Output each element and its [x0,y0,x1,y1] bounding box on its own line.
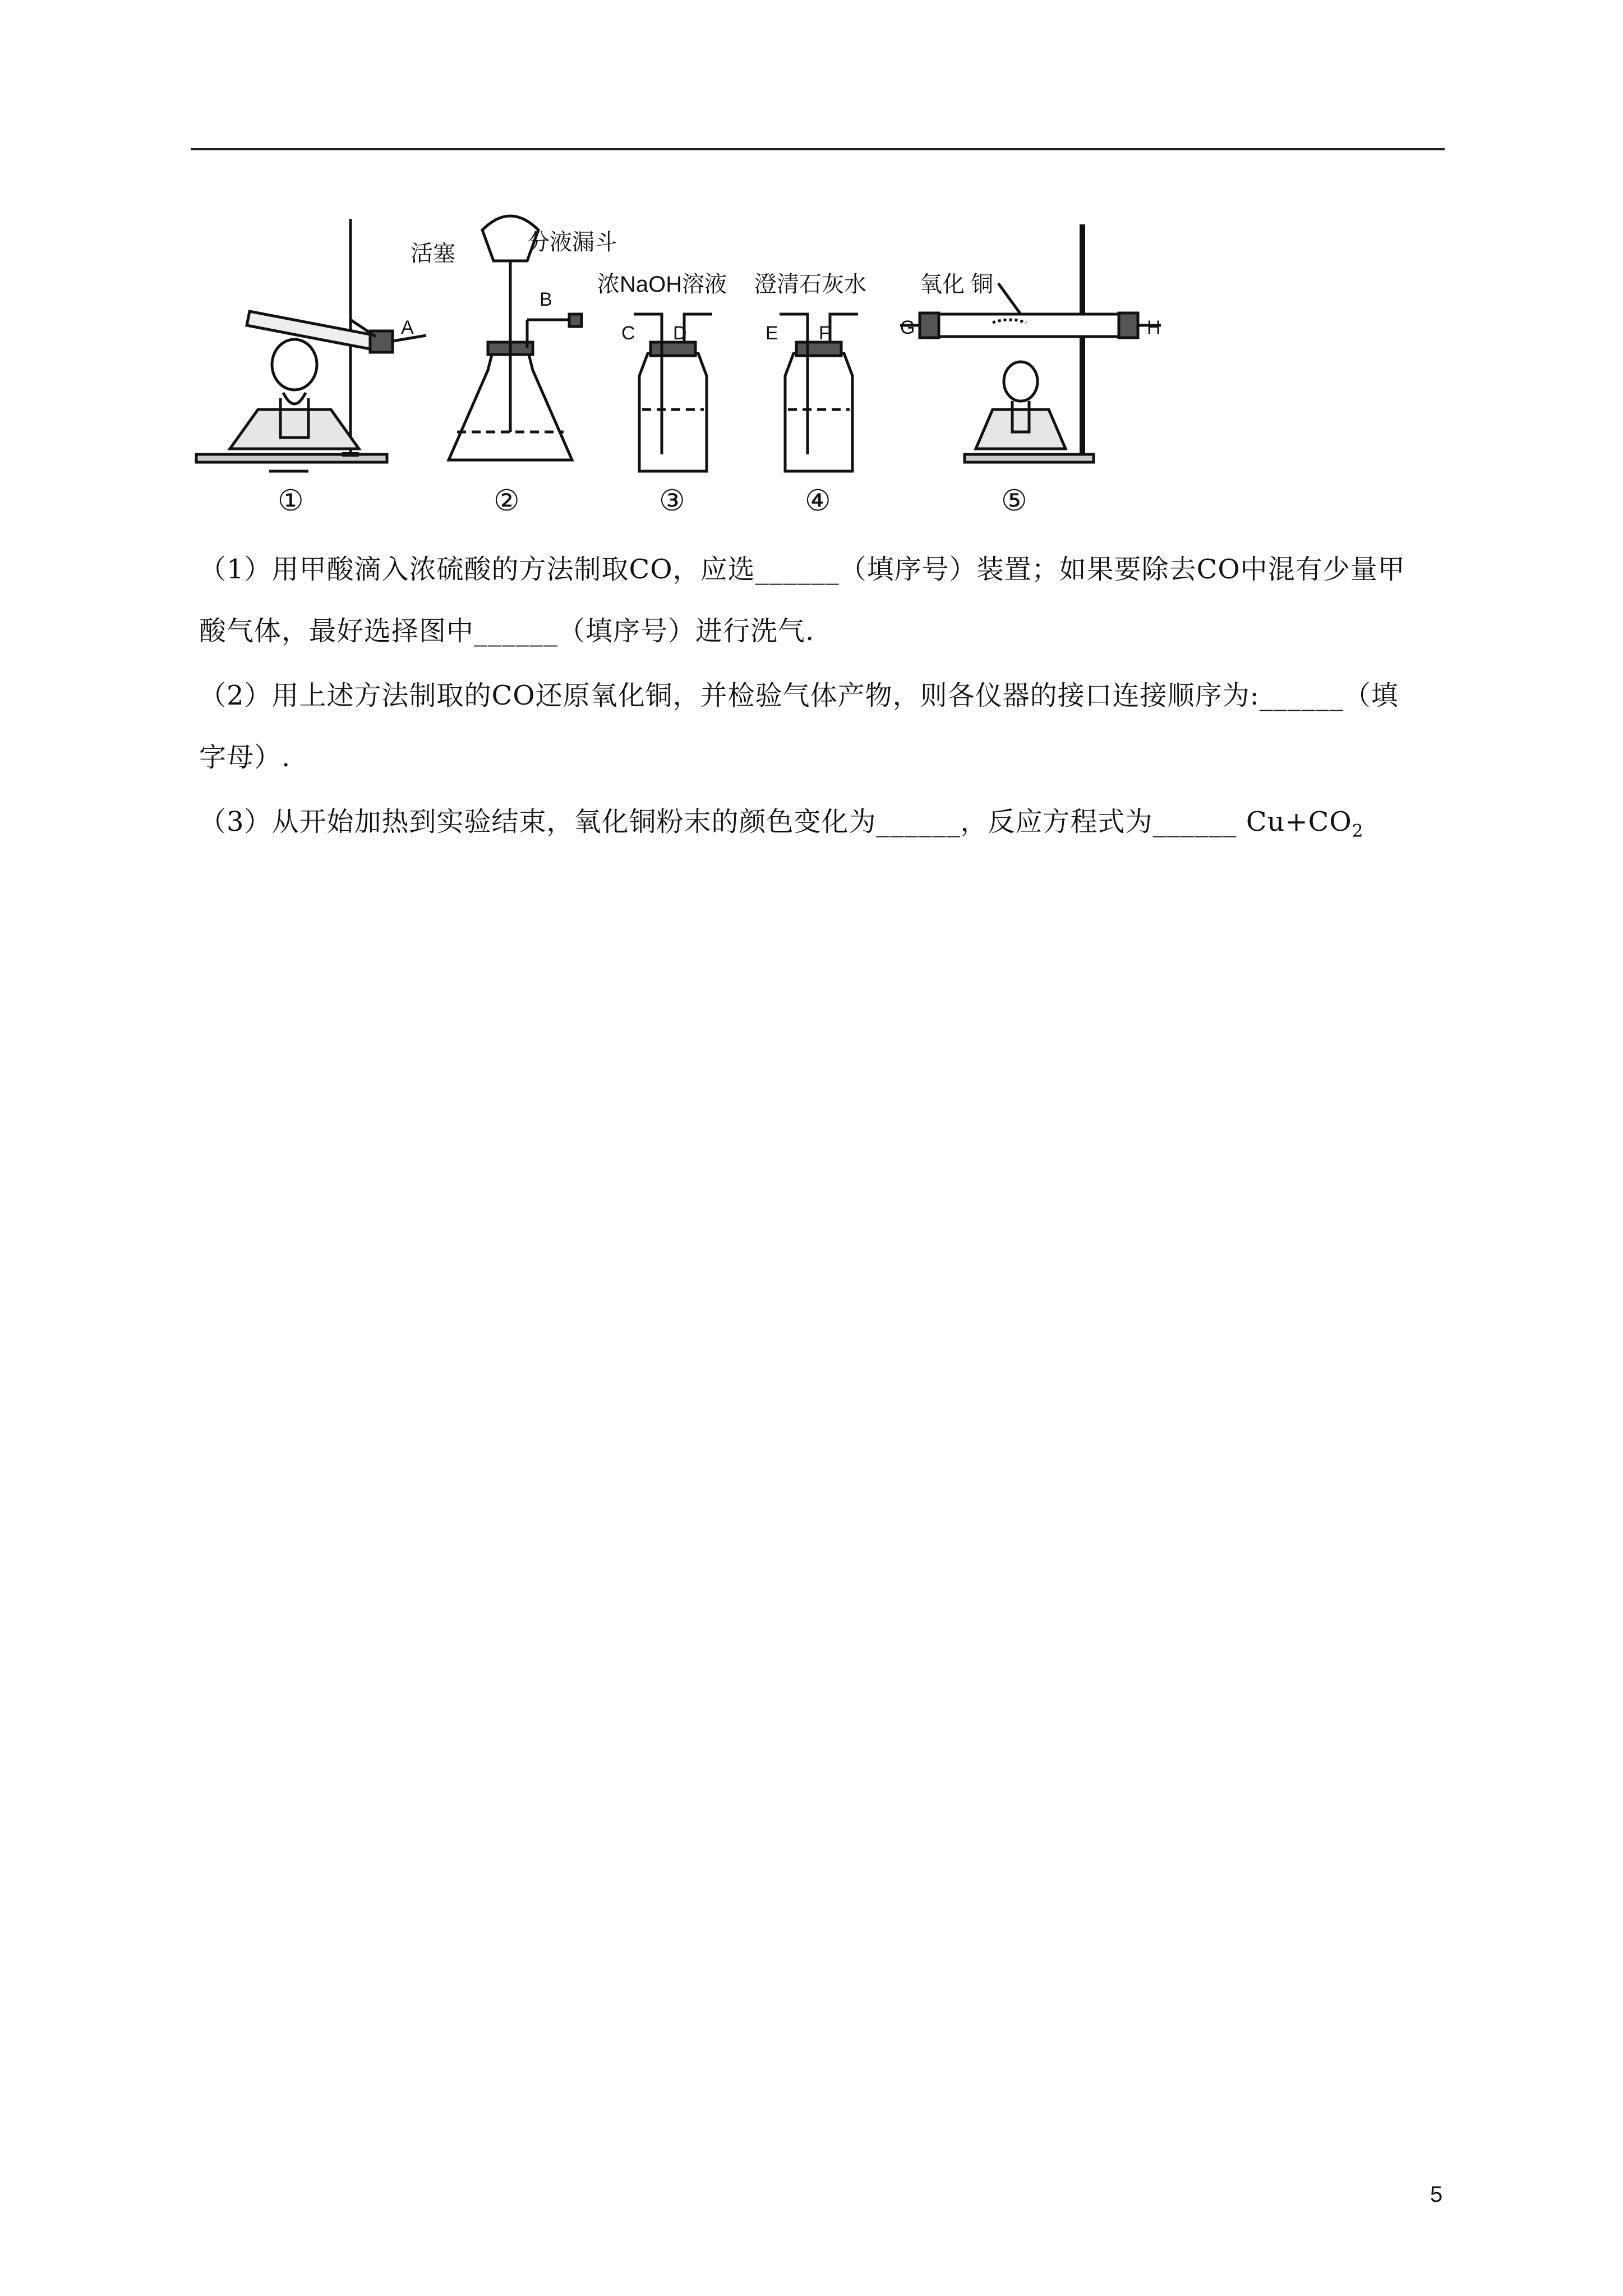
label-funnel: 分液漏斗 [527,230,617,255]
port-c: C [621,323,635,344]
label-cuo: 氧化 铜 [920,272,994,297]
question-1-line-2: 酸气体，最好选择图中______（填序号）进行洗气. [199,615,815,647]
port-g: G [900,317,915,338]
port-a: A [401,317,414,338]
number-5: ⑤ [1001,485,1027,517]
port-d: D [673,323,687,344]
question-2-line-1: （2）用上述方法制取的CO还原氧化铜，并检验气体产物，则各仪器的接口连接顺序为:______（填 [199,680,1399,711]
port-b: B [540,289,552,310]
question-3 [199,791,1450,862]
apparatus-figure [191,208,1256,527]
number-1: ① [278,485,304,517]
port-f: F [819,323,831,344]
port-e: E [766,323,778,344]
label-naoh: 浓NaOH溶液 [597,272,727,297]
question-2-line-2: 字母）. [199,742,291,773]
apparatus-1-test-tube [196,219,426,471]
label-stopcock: 活塞 [411,241,455,266]
question-1 [199,539,1450,662]
header-rule [191,148,1445,150]
apparatus-5-tube [900,224,1161,462]
question-2 [199,665,1450,788]
question-3-formula: Cu+CO [1246,806,1352,838]
question-1-line-1: （1）用甲酸滴入浓硫酸的方法制取CO，应选______（填序号）装置；如果要除去CO中混有少量甲 [199,554,1405,585]
number-4: ④ [805,485,831,517]
question-3-formula-subscript: 2 [1352,821,1364,841]
label-limewater: 澄清石灰水 [754,272,866,297]
page-number: 5 [1430,2182,1443,2207]
number-3: ③ [659,485,685,517]
port-h: H [1147,317,1161,338]
question-3-text: （3）从开始加热到实验结束，氧化铜粉末的颜色变化为______，反应方程式为______ [199,806,1246,838]
number-2: ② [494,485,520,517]
